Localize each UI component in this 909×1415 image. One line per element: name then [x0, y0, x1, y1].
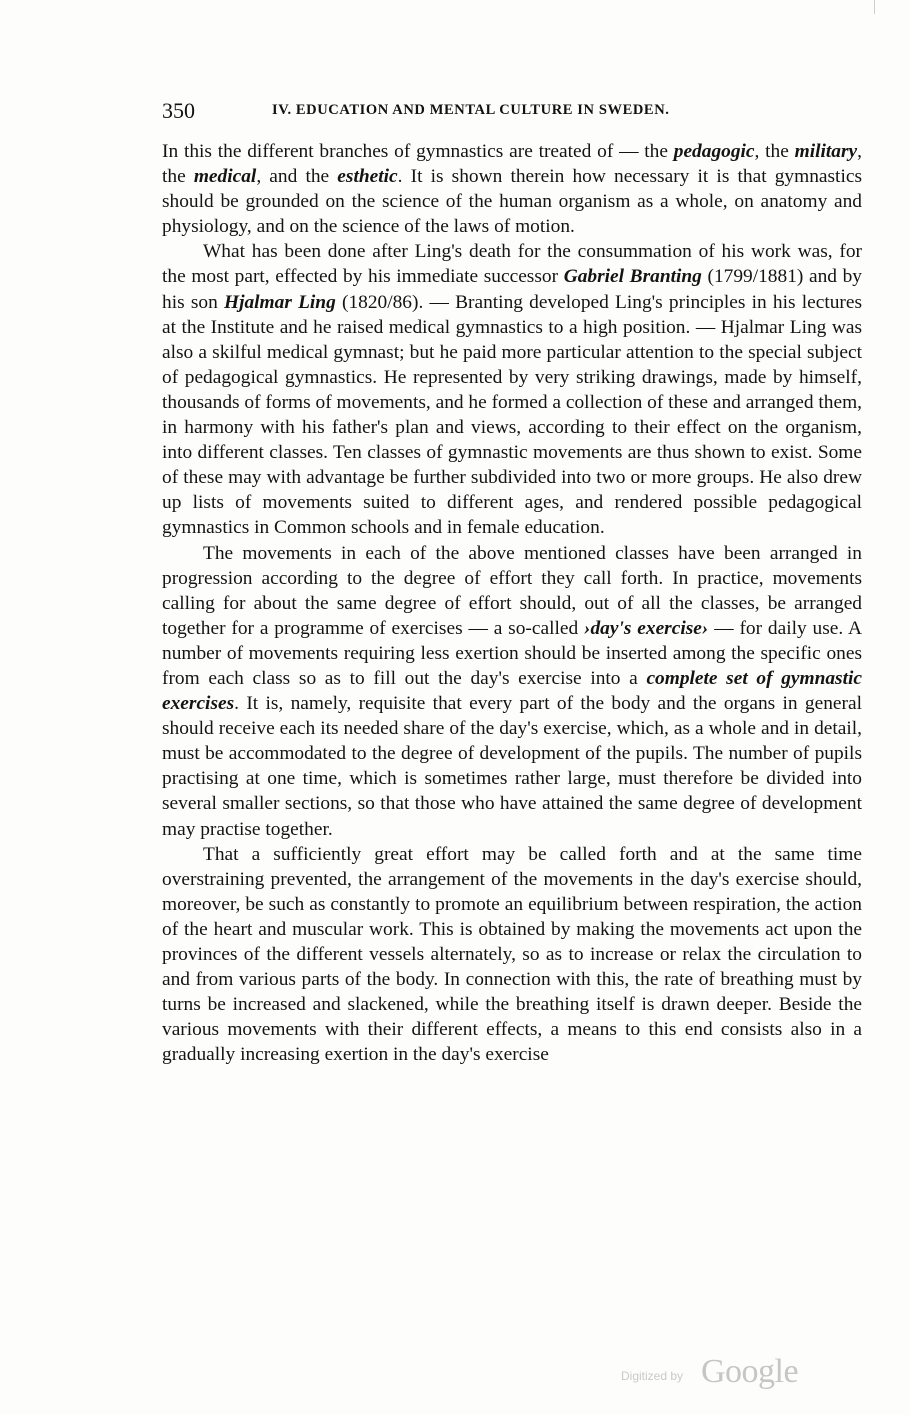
text-segment: In this the different branches of gymnastics are treated of — the — [162, 141, 674, 162]
text-segment: That a sufficiently great effort may be called forth and at the same time overstraining prevented, the arrangement of the movements in the day's exercise should, moreover, be such as constantly to promote an equilibrium between respiration, the action of the heart and muscular work. This is obtained by making the movements act upon the provinces of the different vessels alternately, so as to increase or relax the circulation to and from various parts of the body. In connection with this, the rate of breathing must by turns be increased and slackened, while the breathing itself is drawn deeper. Beside the various movements with their different effects, a means to this end consists also in a gradually increasing exertion in the day's exercise — [162, 843, 862, 1066]
page-header — [162, 98, 862, 124]
text-segment: — for daily use. A number of movements requiring less exertion should be inserted among the specific ones from each class so as to fill out the day's exercise into a — [162, 617, 863, 689]
text-segment: , the — [754, 141, 795, 162]
paragraph — [162, 842, 862, 1068]
digitized-watermark — [621, 1355, 811, 1391]
emphasized-text: pedagogic — [673, 141, 755, 162]
google-logo: Google — [701, 1353, 799, 1390]
text-segment: (1820/86). — Branting developed Ling's principles in his lectures at the Institute and he raised medical gymnastics to a high position. — Hjalmar Ling was also a skilful medical gymnast; but he paid more particular attention to the special subject of pedagogical gymnastics. He represented by very striking drawings, made by himself, thousands of forms of movements, and he formed a collection of these and arranged them, in harmony with his father's plan and views, according to their effect on the organism, into different classes. Ten classes of gymnastic movements are thus shown to exist. Some of these may with advantage be further subdivided into two or more groups. He also drew up lists of movements suited to different ages, and rendered possible pedagogical gymnastics in Common schools and in female education. — [162, 291, 863, 539]
body-text — [162, 139, 862, 1067]
paragraph — [162, 239, 862, 540]
emphasized-text: Hjalmar Ling — [223, 291, 336, 313]
running-title: IV. EDUCATION AND MENTAL CULTURE IN SWEDEN. — [272, 102, 670, 118]
text-segment: What has been done after Ling's death for the consummation of his work was, for the most part, effected by his immediate successor — [162, 241, 862, 288]
emphasized-text: esthetic — [337, 166, 398, 188]
emphasized-text: Gabriel Branting — [563, 266, 702, 288]
page-edge-mark — [874, 0, 875, 14]
text-segment: The movements in each of the above mentioned classes have been arranged in progression according to the degree of effort they call forth. In practice, movements calling for about the same degree of effort should, out of all the classes, be arranged together for a programme of exercises — a so-called — [162, 542, 862, 639]
text-segment: (1799/1881) and by his son — [162, 266, 863, 313]
emphasized-text: ›day's exercise› — [584, 617, 709, 639]
text-segment: . It is shown therein how necessary it is that gymnastics should be grounded on the science of the human organism as a whole, on anatomy and physiology, and on the science of the laws of motion. — [162, 166, 862, 238]
text-segment: , and the — [256, 166, 338, 188]
emphasized-text: medical — [193, 166, 257, 188]
paragraph — [162, 139, 862, 239]
emphasized-text: complete set of gymnastic exercises — [162, 667, 862, 715]
text-segment: . It is, namely, requisite that every part of the body and the organs in general should receive each its needed share of the day's exercise, which, as a whole and in detail, must be accommodated to the degree of development of the pupils. The number of pupils practising at one time, which is sometimes rather large, must therefore be divided into several smaller sections, so that those who have attained the same degree of development may practise together. — [162, 693, 862, 840]
text-segment: , the — [162, 141, 862, 188]
page-number: 350 — [162, 98, 195, 123]
emphasized-text: military — [794, 141, 858, 162]
digitized-label: Digitized by — [621, 1369, 684, 1383]
paragraph — [162, 541, 862, 842]
